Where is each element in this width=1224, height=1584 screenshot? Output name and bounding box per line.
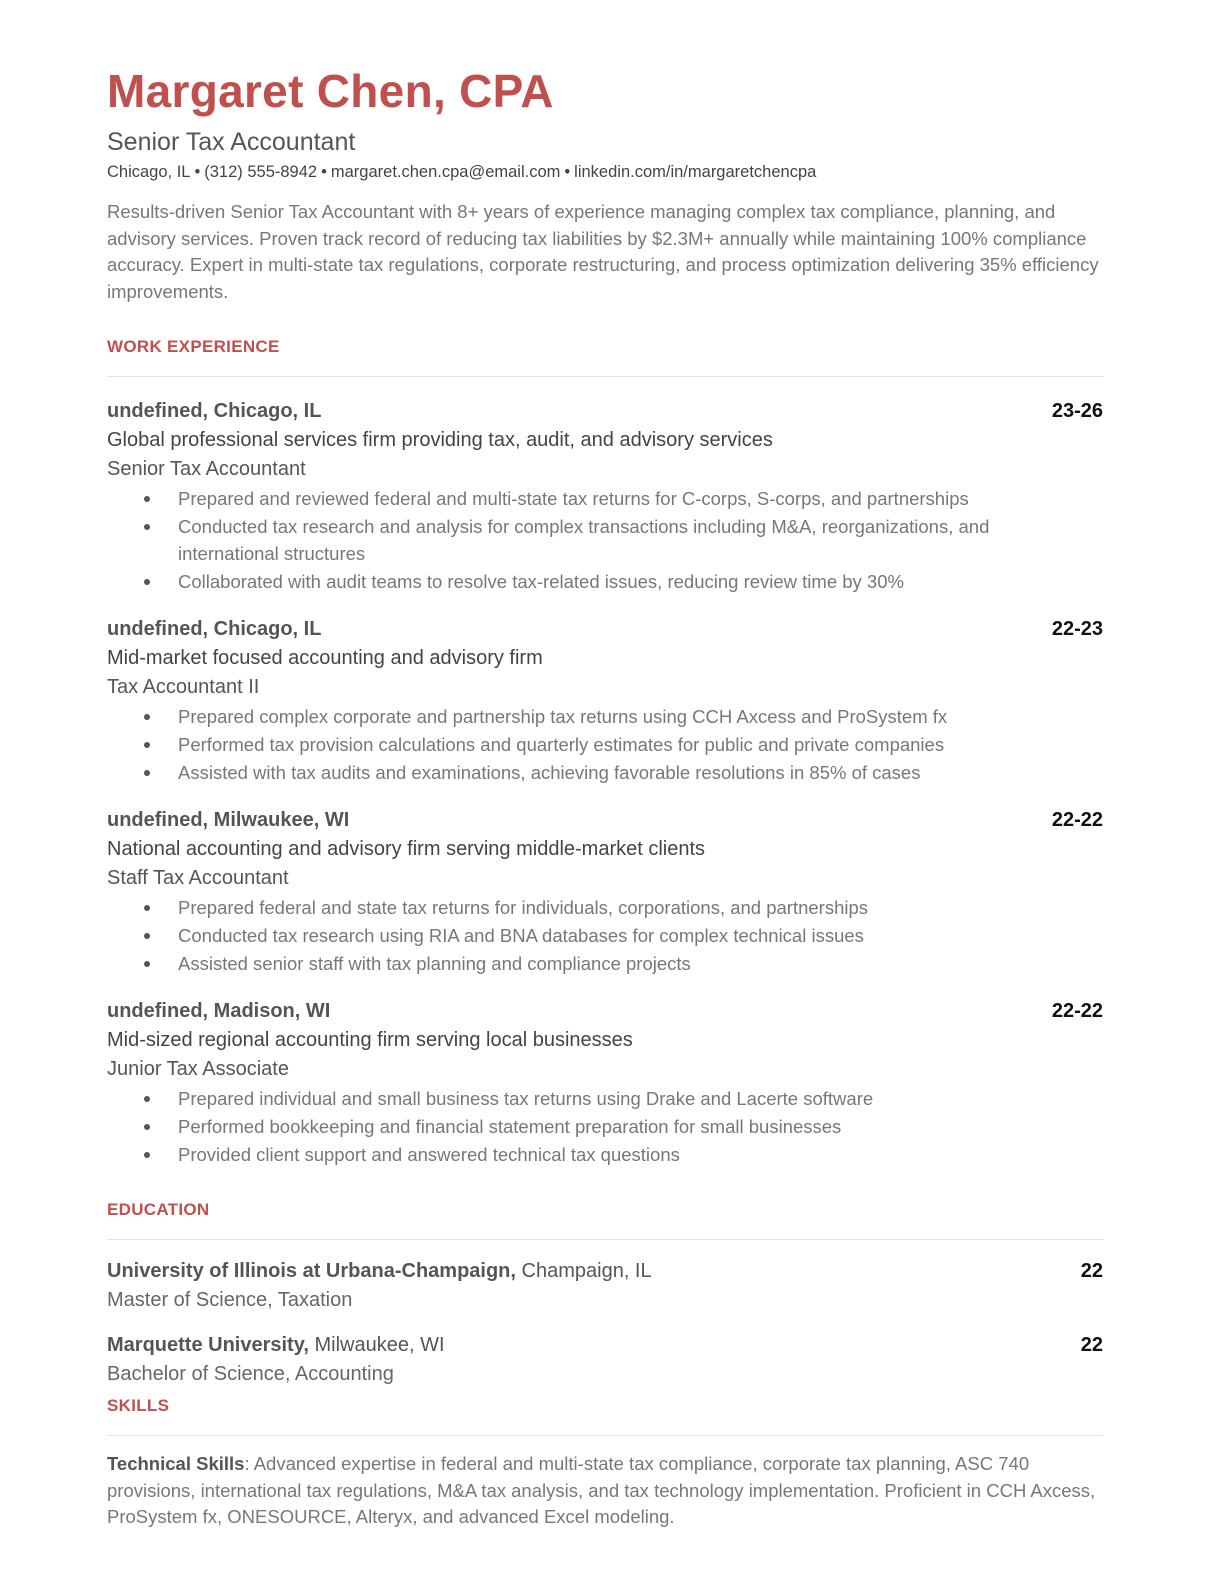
responsibility-item: Prepared and reviewed federal and multi-state tax returns for C-corps, S-corps, and partnerships [178,485,1103,512]
contact-linkedin: linkedin.com/in/margaretchencpa [574,163,817,181]
responsibility-item: Performed bookkeeping and financial statement preparation for small businesses [178,1113,1103,1140]
skills-paragraph [107,1451,1103,1531]
candidate-name: Margaret Chen, CPA [107,65,554,117]
responsibility-list [107,703,1103,786]
job-role: Junior Tax Associate [107,1058,289,1080]
experience-entry [107,806,1103,977]
responsibility-item: Conducted tax research and analysis for complex transactions including M&A, reorganizations, and international structures [178,513,1103,567]
employment-dates: 22-22 [1051,1000,1103,1022]
experience-entry [107,397,1103,595]
employment-dates: 22-22 [1051,809,1103,831]
responsibility-item: Assisted with tax audits and examinations, achieving favorable resolutions in 85% of cases [178,759,1103,786]
education-entry [107,1331,1103,1389]
job-role: Tax Accountant II [107,676,260,698]
responsibility-item: Assisted senior staff with tax planning and compliance projects [178,950,1103,977]
experience-list [107,397,1103,1168]
section-heading-education: EDUCATION [107,1198,1103,1240]
school-name: University of Illinois at Urbana-Champaign, [107,1260,516,1282]
school-line [107,1257,652,1286]
company-name: undefined, Chicago, IL [107,618,322,640]
section-heading-skills: SKILLS [107,1394,1103,1436]
responsibility-item: Conducted tax research using RIA and BNA databases for complex technical issues [178,922,1103,949]
responsibility-item: Performed tax provision calculations and quarterly estimates for public and private companies [178,731,1103,758]
responsibility-list [107,485,1103,595]
resume-page [107,0,1103,1531]
degree: Master of Science, Taxation [107,1289,353,1311]
experience-entry [107,615,1103,786]
skills-text: : Advanced expertise in federal and multi-state tax compliance, corporate tax planning, ASC 740 provisions, international tax regulations, M&A tax analysis, and tax technology implementation. Proficient in CCH Axcess, ProSystem fx, ONESOURCE, Alteryx, and advanced Excel modeling. [107,1453,1096,1527]
school-line [107,1331,445,1360]
professional-summary: Results-driven Senior Tax Accountant with 8+ years of experience managing complex tax compliance, planning, and advisory services. Proven track record of reducing tax liabilities by $2.3M+ annually while maintaining 100% compliance accuracy. Expert in multi-state tax regulations, corporate restructuring, and process optimization delivering 35% efficiency improvements. [107,201,1099,302]
skills-label: Technical Skills [107,1453,245,1474]
contact-separator: • [564,163,571,181]
responsibility-item: Prepared federal and state tax returns for individuals, corporations, and partnerships [178,894,1103,921]
section-heading-experience: WORK EXPERIENCE [107,335,1103,377]
responsibility-list [107,894,1103,977]
contact-phone: (312) 555-8942 [204,163,318,181]
contact-separator: • [194,163,201,181]
experience-entry [107,997,1103,1168]
education-list [107,1257,1103,1389]
company-name: undefined, Madison, WI [107,1000,331,1022]
responsibility-item: Prepared individual and small business tax returns using Drake and Lacerte software [178,1085,1103,1112]
employment-dates: 22-23 [1051,618,1103,640]
school-name: Marquette University, [107,1334,309,1356]
responsibility-item: Provided client support and answered technical tax questions [178,1141,1103,1168]
responsibility-item: Prepared complex corporate and partnership tax returns using CCH Axcess and ProSystem fx [178,703,1103,730]
education-entry [107,1257,1103,1315]
company-name: undefined, Milwaukee, WI [107,809,350,831]
school-location: Champaign, IL [521,1260,652,1282]
graduation-year: 22 [1080,1260,1103,1282]
contact-location: Chicago, IL [107,163,191,181]
company-description: Global professional services firm providing tax, audit, and advisory services [107,429,773,451]
contact-email: margaret.chen.cpa@email.com [330,163,561,181]
job-role: Staff Tax Accountant [107,867,289,889]
company-description: Mid-market focused accounting and advisory firm [107,647,543,669]
graduation-year: 22 [1080,1334,1103,1356]
company-description: National accounting and advisory firm serving middle-market clients [107,838,706,860]
degree: Bachelor of Science, Accounting [107,1363,394,1385]
school-location: Milwaukee, WI [314,1334,445,1356]
candidate-title: Senior Tax Accountant [107,128,356,156]
company-name: undefined, Chicago, IL [107,400,322,422]
company-description: Mid-sized regional accounting firm serving local businesses [107,1029,633,1051]
responsibility-item: Collaborated with audit teams to resolve tax-related issues, reducing review time by 30% [178,568,1103,595]
contact-separator: • [321,163,327,181]
contact-line [107,161,1103,183]
employment-dates: 23-26 [1051,400,1103,422]
responsibility-list [107,1085,1103,1168]
job-role: Senior Tax Accountant [107,458,306,480]
